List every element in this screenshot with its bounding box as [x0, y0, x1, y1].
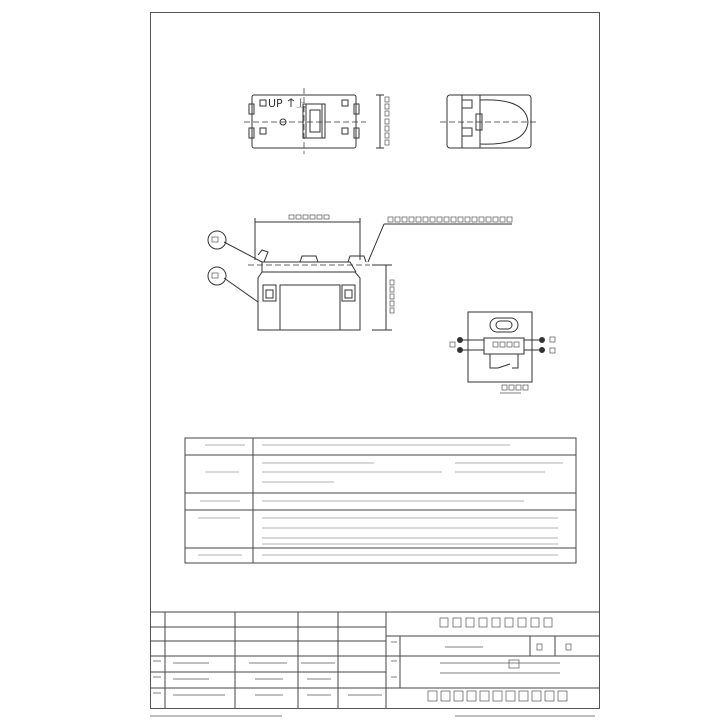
front-view — [208, 218, 512, 330]
top-view-front — [244, 88, 384, 154]
title-block-text — [150, 618, 595, 716]
top-view-dim-marks — [385, 97, 389, 145]
up-mark: UP — [268, 97, 283, 110]
front-view-dim-marks — [212, 215, 394, 313]
note-leader-text — [388, 217, 512, 222]
title-block — [150, 612, 600, 708]
up-arrow-icon — [288, 99, 294, 107]
up-arrow-label: 上 — [296, 99, 306, 110]
side-view-right — [440, 95, 538, 148]
circuit-labels — [450, 337, 555, 393]
